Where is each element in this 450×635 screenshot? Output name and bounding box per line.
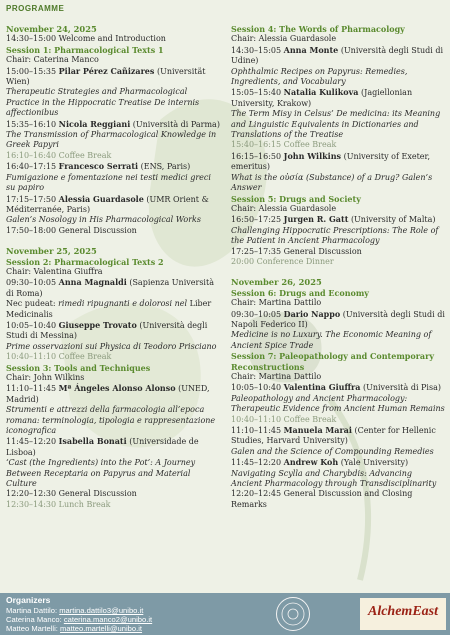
talk-title: Prime osservazioni sui Physica di Teodoro Prisciano <box>6 341 217 351</box>
alchemeast-logo <box>360 598 446 630</box>
speaker-entry <box>231 45 445 67</box>
speaker-entry <box>231 87 445 109</box>
organizer-email-link[interactable]: matteo.martelli@unibo.it <box>60 624 143 633</box>
speaker-affiliation: (Università degli Studi di Napoli Federico II) <box>231 309 445 329</box>
speaker-entry <box>231 382 445 393</box>
speaker-affiliation: (Università degli Studi di Messina) <box>6 320 208 341</box>
section-gap <box>6 236 220 246</box>
break-item: 15:40–16:15 Coffee Break <box>231 140 337 150</box>
speaker-name: Alessia Guardasole <box>58 193 144 204</box>
speaker-entry <box>6 194 220 216</box>
talk-time: 17:15–17:50 <box>6 194 57 204</box>
speaker-affiliation: (ENS, Paris) <box>140 162 191 172</box>
break-item: 20:00 Conference Dinner <box>231 256 334 266</box>
speaker-name: Anna Magnaldi <box>58 277 127 288</box>
talk-title: The Term Misy in Celsus’ De medicina: its Meaning and Linguistic Equivalents in Dictionaries and Translations of the Treatise <box>231 109 441 140</box>
talk-title: Medicine is no Luxury. The Economic Meaning of Ancient Spice Trade <box>231 330 432 350</box>
talk-time: 14:30–15:05 <box>231 45 282 55</box>
schedule-item: Chair: John Wilkins <box>6 373 85 382</box>
section-gap <box>231 267 445 277</box>
speaker-affiliation: (Università di Pisa) <box>362 383 441 393</box>
organizer-line <box>6 615 152 624</box>
speaker-entry <box>6 161 220 172</box>
speaker-affiliation: (Sapienza Università di Roma) <box>6 278 214 298</box>
day-heading: November 24, 2025 <box>6 24 97 34</box>
talk-time: 11:10–11:45 <box>231 426 282 436</box>
talk-title: Galen’s Nosology in His Pharmacological Works <box>6 215 201 225</box>
schedule-item: 17:25–17:35 General Discussion <box>231 246 362 256</box>
speaker-entry <box>231 214 445 225</box>
alchemeast-logo-text: AlchemEast <box>367 604 438 619</box>
talk-time: 15:00–15:35 <box>6 66 57 76</box>
organizer-line <box>6 606 143 615</box>
talk-time: 15:35–16:10 <box>6 119 57 129</box>
speaker-affiliation: (Università degli Studi di Udine) <box>231 45 444 66</box>
schedule-item: 14:30–15:00 Welcome and Introduction <box>6 34 166 44</box>
speaker-entry <box>231 309 445 331</box>
talk-time: 09:30–10:05 <box>6 278 57 288</box>
programme-header: PROGRAMME <box>6 4 65 13</box>
talk-time: 10:05–10:40 <box>6 320 57 330</box>
right-column <box>231 24 445 510</box>
schedule-item: 17:50–18:00 General Discussion <box>6 225 137 235</box>
speaker-name: Jurgen R. Gatt <box>283 214 349 225</box>
organizer-email-link[interactable]: caterina.manco2@unibo.it <box>63 615 153 624</box>
day-heading: November 25, 2025 <box>6 246 97 257</box>
talk-time: 11:10–11:45 <box>6 384 57 394</box>
speaker-affiliation: (Center for Hellenic Studies, Harvard University) <box>231 426 436 446</box>
speaker-affiliation: (Yale University) <box>340 458 409 468</box>
schedule-item: 12:20–12:45 General Discussion and Closing Remarks <box>231 489 413 509</box>
talk-title: Galen and the Science of Compounding Remedies <box>231 446 434 456</box>
speaker-name: Mª Ángeles Alonso Alonso <box>58 383 176 394</box>
speaker-affiliation: (UNED, Madrid) <box>6 384 210 404</box>
organizer-name: Matteo Martelli: <box>6 624 61 633</box>
talk-time: 11:45–12:20 <box>6 437 57 447</box>
speaker-name: Anna Monte <box>283 44 339 55</box>
talk-title: Strumenti e attrezzi della farmacologia all’epoca romana: terminologia, tipologia e rappresentazione iconografica <box>6 405 216 436</box>
session-heading: Session 5: Drugs and Society <box>231 193 361 204</box>
speaker-name: John Wilkins <box>283 150 342 161</box>
title-prefix: Nec pudeat: <box>6 299 59 309</box>
speaker-name: Isabella Bonati <box>58 436 127 447</box>
talk-title: What is the οὐσία (Substance) of a Drug? Galen’s Answer <box>231 172 433 193</box>
session-heading: Session 3: Tools and Techniques <box>6 362 151 373</box>
talk-title <box>6 299 220 320</box>
speaker-affiliation: (Università di Parma) <box>132 119 220 129</box>
speaker-entry <box>231 425 445 447</box>
speaker-entry <box>6 383 220 405</box>
organizer-name: Caterina Manco: <box>6 615 64 624</box>
organizers-heading: Organizers <box>6 595 51 605</box>
schedule-item: Chair: Alessia Guardasole <box>231 203 337 213</box>
talk-title: Therapeutic Strategies and Pharmacological Practice in the Hippocratic Treatise De internis affectionibus <box>6 87 200 118</box>
speaker-entry <box>231 151 445 173</box>
speaker-affiliation: (UMR Orient & Méditerranée, Paris) <box>6 194 209 214</box>
organizer-line <box>6 624 142 633</box>
speaker-name: Francesco Serrati <box>58 161 139 172</box>
speaker-entry <box>6 277 220 299</box>
speaker-name: Dario Nappo <box>283 308 341 319</box>
session-heading: Session 7: Paleopathology and Contemporary Reconstructions <box>231 351 434 372</box>
talk-title: The Transmission of Pharmacological Knowledge in Greek Papyri <box>6 130 217 150</box>
organizer-name: Martina Dattilo: <box>6 606 60 615</box>
speaker-affiliation: (University of Exeter, emeritus) <box>231 151 431 172</box>
speaker-name: Manuela Marai <box>283 425 352 436</box>
talk-title: ‘Cast (the Ingredients) into the Pot’: A Journey Between Receptaria on Papyrus and Material Culture <box>6 458 196 489</box>
speaker-entry <box>6 436 220 458</box>
speaker-name: Giuseppe Trovato <box>58 319 137 330</box>
talk-time: 15:05–15:40 <box>231 88 282 98</box>
speaker-affiliation: (Universität Wien) <box>6 66 206 87</box>
schedule-item: Chair: Martina Dattilo <box>231 372 322 381</box>
speaker-entry <box>6 66 220 88</box>
schedule-item: 12:20–12:30 General Discussion <box>6 489 137 499</box>
talk-time: 10:05–10:40 <box>231 383 282 393</box>
break-item: 12:30–14:30 Lunch Break <box>6 499 111 509</box>
speaker-affiliation: (University of Malta) <box>350 215 436 225</box>
speaker-name: Valentina Giuffra <box>283 382 361 393</box>
talk-time: 11:45–12:20 <box>231 458 282 468</box>
break-item: 10:40–11:10 Coffee Break <box>6 352 112 362</box>
talk-title: Challenging Hippocratic Prescriptions: The Role of the Patient in Ancient Pharmacology <box>231 225 439 246</box>
session-heading: Session 2: Pharmacological Texts 2 <box>6 256 164 267</box>
talk-title: Ophthalmic Recipes on Papyrus: Remedies, Ingredients, and Vocabulary <box>231 66 408 87</box>
speaker-name: Natalia Kulikova <box>283 87 359 98</box>
speaker-name: Nicola Reggiani <box>58 118 131 129</box>
session-heading: Session 6: Drugs and Economy <box>231 287 369 298</box>
break-item: 16:10–16:40 Coffee Break <box>6 150 112 160</box>
session-heading: Session 4: The Words of Pharmacology <box>231 24 405 34</box>
talk-title: Fumigazione e fomentazione nei testi medici greci su papiro <box>6 172 211 193</box>
talk-time: 16:15–16:50 <box>231 151 282 161</box>
title-italic: rimedi ripugnanti e dolorosi nel <box>58 299 188 309</box>
schedule-item: Chair: Caterina Manco <box>6 55 99 65</box>
speaker-affiliation: (Universidade de Lisboa) <box>6 437 199 457</box>
day-heading: November 26, 2025 <box>231 277 322 288</box>
university-seal-logo <box>276 597 310 631</box>
left-column <box>6 24 220 510</box>
schedule-item: Chair: Martina Dattilo <box>231 298 322 308</box>
organizers-footer <box>0 593 450 635</box>
session-heading: Session 1: Pharmacological Texts 1 <box>6 44 164 55</box>
speaker-affiliation: (Jagiellonian University, Krakow) <box>231 88 413 108</box>
speaker-entry <box>6 119 220 130</box>
organizer-email-link[interactable]: martina.dattilo3@unibo.it <box>59 606 144 615</box>
speaker-entry <box>231 457 445 468</box>
schedule-item: Chair: Valentina Giuffra <box>6 266 103 276</box>
talk-time: 09:30–10:05 <box>231 309 282 319</box>
speaker-name: Andrew Koh <box>283 457 339 468</box>
talk-time: 16:40–17:15 <box>6 162 57 172</box>
break-item: 10:40–11:10 Coffee Break <box>231 414 337 424</box>
talk-time: 16:50–17:25 <box>231 215 282 225</box>
title-suffix: Liber Medicinalis <box>6 299 212 319</box>
schedule-item: Chair: Alessia Guardasole <box>231 34 337 44</box>
speaker-name: Pilar Pérez Cañizares <box>58 65 155 76</box>
talk-title: Paleopathology and Ancient Pharmacology: Therapeutic Evidence from Ancient Human Remains <box>231 393 445 414</box>
talk-title: Navigating Scylla and Charybdis: Advancing Ancient Pharmacology through Transdisciplinarity <box>231 468 437 489</box>
speaker-entry <box>6 320 220 342</box>
